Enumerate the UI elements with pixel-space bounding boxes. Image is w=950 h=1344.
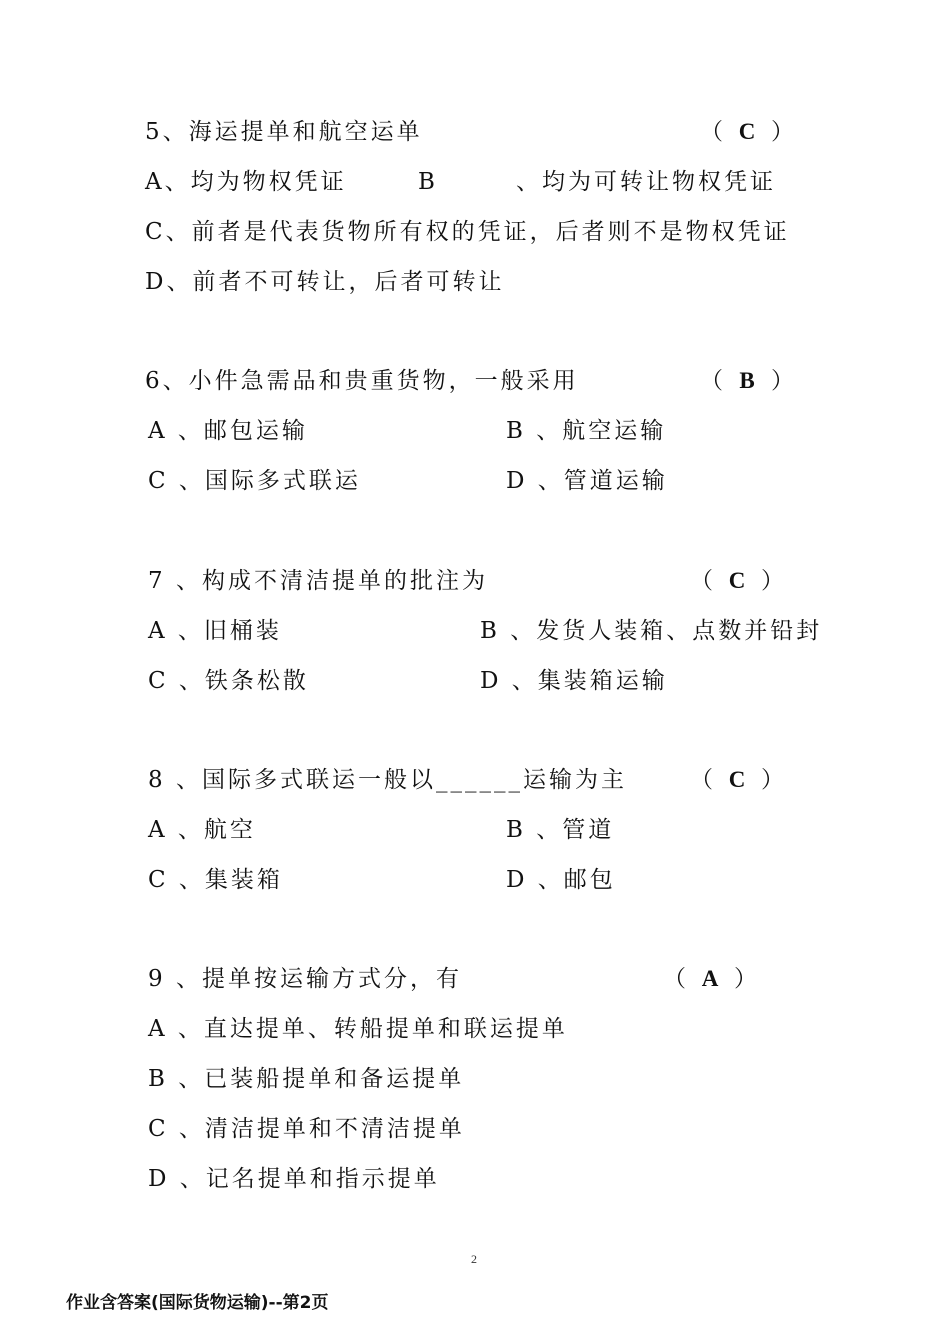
paren-close: ）: [761, 767, 784, 792]
question-9-option-b: B 、已装船提单和备运提单: [148, 1066, 465, 1092]
paren-close: ）: [771, 119, 794, 144]
question-5-option-d: D、前者不可转让，后者可转让: [145, 269, 505, 295]
question-6-option-c: C 、国际多式联运: [148, 468, 361, 494]
question-8-answer: [690, 765, 784, 795]
question-6-answer: [700, 366, 794, 396]
question-7-option-c: C 、铁条松散: [148, 668, 309, 694]
question-6-option-a: A 、邮包运输: [148, 418, 308, 444]
footer-title: 作业含答案(国际货物运输)--第2页: [66, 1293, 329, 1313]
paren-open: （: [663, 966, 686, 991]
question-8-stem: 8 、国际多式联运一般以______运输为主: [148, 767, 627, 793]
answer-letter: C: [728, 568, 746, 593]
question-6-stem: 6、小件急需品和贵重货物，一般采用: [145, 368, 579, 394]
question-7-option-b: B 、发货人装箱、点数并铅封: [480, 618, 823, 644]
question-8-option-d: D 、邮包: [506, 867, 616, 893]
question-9-option-d: D 、记名提单和指示提单: [148, 1166, 440, 1192]
paren-close: ）: [734, 966, 757, 991]
question-7-answer: [690, 566, 784, 596]
question-7-stem: 7 、构成不清洁提单的批注为: [148, 568, 488, 594]
paren-open: （: [700, 119, 723, 144]
question-5-answer: [700, 117, 794, 147]
question-8-option-a: A 、航空: [148, 817, 256, 843]
paren-open: （: [700, 368, 723, 393]
answer-letter: A: [701, 966, 719, 991]
question-9-answer: [663, 964, 757, 994]
question-5-stem: 5、海运提单和航空运单: [145, 119, 423, 145]
question-8-option-b: B 、管道: [506, 817, 615, 843]
question-9-option-a: A 、直达提单、转船提单和联运提单: [148, 1016, 568, 1042]
question-6-option-d: D 、管道运输: [506, 468, 668, 494]
question-7-option-d: D 、集装箱运输: [480, 668, 668, 694]
answer-letter: C: [738, 119, 756, 144]
question-5-option-a: A、均为物权凭证: [145, 169, 347, 195]
paren-close: ）: [761, 568, 784, 593]
question-5-option-b-label: B: [418, 169, 438, 195]
question-5-option-c: C、前者是代表货物所有权的凭证，后者则不是物权凭证: [145, 219, 790, 245]
answer-letter: B: [739, 368, 755, 393]
answer-letter: C: [728, 767, 746, 792]
question-7-option-a: A 、旧桶装: [148, 618, 282, 644]
question-9-option-c: C 、清洁提单和不清洁提单: [148, 1116, 465, 1142]
question-5-option-b-text: 、均为可转让物权凭证: [516, 169, 776, 195]
question-9-stem: 9 、提单按运输方式分，有: [148, 966, 462, 992]
question-8-option-c: C 、集装箱: [148, 867, 283, 893]
paren-open: （: [690, 568, 713, 593]
question-6-option-b: B 、航空运输: [506, 418, 667, 444]
page-number: 2: [471, 1252, 477, 1266]
paren-open: （: [690, 767, 713, 792]
paren-close: ）: [771, 368, 794, 393]
